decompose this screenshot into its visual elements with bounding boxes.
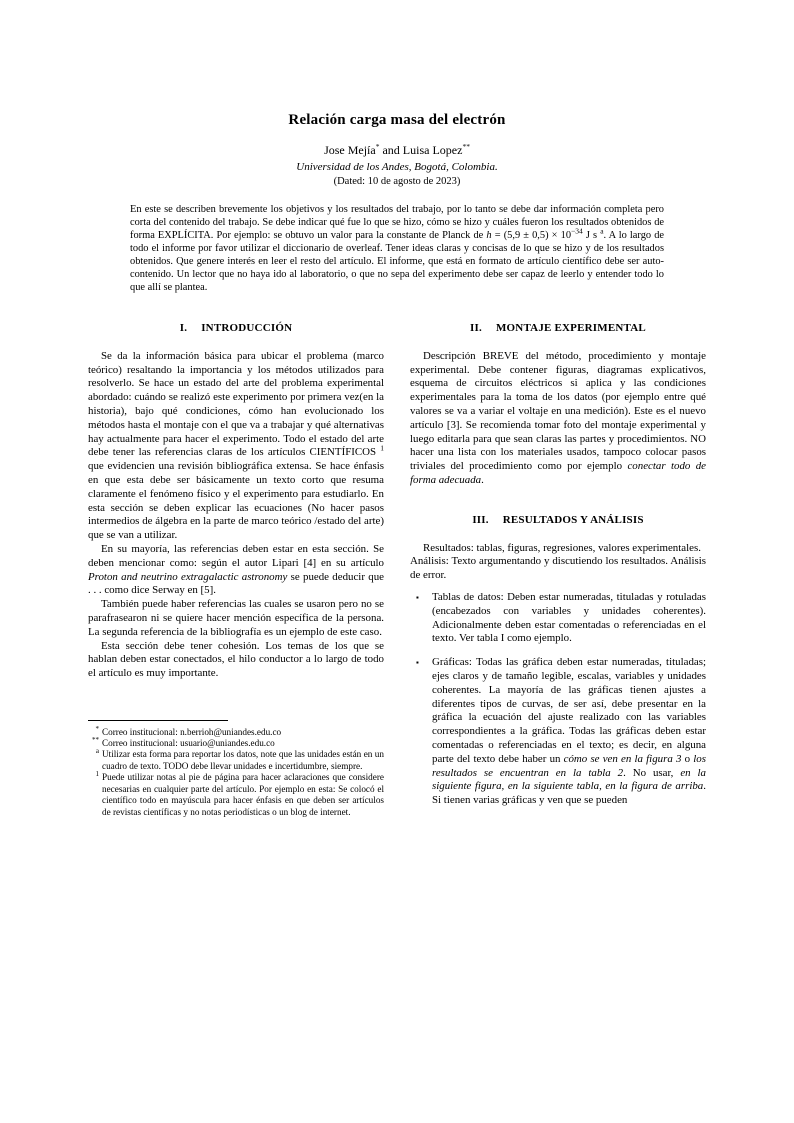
footnote-marker: * [95, 724, 99, 733]
section-heading-introduccion [88, 322, 384, 336]
paragraph: Resultados: tablas, figuras, regresiones, valores experimentales. [423, 541, 701, 554]
affiliation: Universidad de los Andes, Bogotá, Colombia. [296, 161, 498, 173]
section-heading-montaje [410, 322, 706, 336]
paragraph: En su mayoría, las referencias deben estar en esta sección. Se deben mencionar como: según el autor Lipari [4] en su artículo Proton and neutrino extragalactic astronomy se puede deducir que . . . como dice Serway en [5]. [88, 542, 384, 597]
emphasis: en la siguiente figura, en la siguiente tabla, en la figura de arriba [432, 766, 706, 793]
list-item [416, 656, 706, 808]
section-heading-resultados [410, 514, 706, 528]
section-number: III. [472, 513, 489, 526]
section-number: I. [179, 322, 188, 334]
section-title: INTRODUCCIÓN [201, 322, 293, 334]
section-intro-body [88, 350, 384, 681]
list-item-text: Tablas de datos: Deben estar numeradas, tituladas y rotuladas (encabezados con variables y unidades coherentes). Adicionalmente deben estar comentadas o referenciadas en el texto. Ver tabla I como ejemplo. [432, 590, 706, 645]
emphasis: conectar todo de forma adecuada [410, 460, 707, 486]
section-title: RESULTADOS Y ANÁLISIS [502, 513, 644, 526]
footnote-text: Correo institucional: n.berrioh@uniandes.edu.co [102, 726, 282, 737]
bullet-list [416, 591, 706, 808]
emphasis: h [486, 230, 492, 241]
footnote-text: Puede utilizar notas al pie de página para hacer aclaraciones que considere necesarias en cualquier parte del artículo. Por ejemplo en esta: Se colocó el científico todo en mayúscula para hacer énfasis en que deben ser artículos de revistas científicas y no notas periodísticas o un blog de internet. [102, 772, 384, 817]
section-number: II. [470, 322, 482, 334]
footnotes [88, 716, 384, 818]
emphasis: cómo se ven en la figura 3 [563, 752, 682, 765]
paragraph: Descripción BREVE del método, procedimiento y montaje experimental. Debe contener figuras, diagramas explicativos, esquema de circuitos eléctricos si aplica y las condiciones experimentales para la toma de los datos (por ejemplo entre qué valores se va a variar el voltaje en una medición). Este es el nuevo artículo [3]. Se recomienda tomar foto del montaje experimental y luego editarla para que sean claras las partes y procedimientos. NO hacer una lista con los materiales usados, tampoco colocar pasos triviales del procedimiento como por ejemplo conectar todo de forma adecuada. [410, 349, 707, 486]
footnote-rule [88, 720, 228, 721]
list-item [416, 591, 706, 646]
footnote [88, 749, 384, 772]
footnote-list [88, 724, 384, 818]
paragraph: Esta sección debe tener cohesión. Los temas de los que se hablan deben estar conectados, el hilo conductor a lo largo de todo el artículo es muy importante. [88, 639, 384, 680]
abstract: En este se describen brevemente los objetivos y los resultados del trabajo, por lo tanto se debe dar información completa pero corta del contenido del trabajo. Se debe indicar qué fue lo que se hizo, cómo se hizo y cuáles fueron los resultados obtenidos de forma EXPLÍCITA. Por ejemplo: se obtuvo un valor para la constante de Planck de $h = (5,9 \pm 0,5) \times 10^{-34}$ J s $^a$. A lo largo de todo el informe por favor utilizar el diccionario de overleaf. Tener ideas claras y concisas de lo que se hizo y de los resultados obtenidos. Que genere interés en leer el resto del artículo. El informe, que está en formato de artículo científico debe ser auto-contenido. Un lector que no haya ido al laboratorio, o que no sepa del experimento debe ser capaz de leerlo y entender todo lo que allí se plantea. [130, 204, 665, 293]
section-title: MONTAJE EXPERIMENTAL [495, 322, 646, 334]
superscript: * [375, 142, 380, 151]
section-montaje-body [410, 350, 706, 488]
section-resultados-body [410, 542, 706, 583]
date-line: (Dated: 10 de agosto de 2023) [333, 176, 461, 187]
footnote-marker: a [95, 747, 99, 756]
superscript: a [600, 226, 604, 236]
authors-line: Jose Mejía* and Luisa Lopez** [324, 142, 470, 157]
emphasis: los resultados se encuentran en la tabla 2 [432, 752, 706, 779]
paragraph: También puede haber referencias las cuales se usaron pero no se parafrasearon ni se quiere hacer mención específica de la persona. La segunda referencia de la bibliografía es un ejemplo de este caso. [88, 598, 384, 638]
footnote-text: Correo institucional: usuario@uniandes.edu.co [102, 738, 275, 749]
footnote-text: Utilizar esta forma para reportar los datos, note que las unidades están en un cuadro de texto. TODO debe llevar unidades e incertidumbre, siempre. [102, 749, 384, 771]
footnote [88, 772, 384, 818]
paragraph: Análisis: Texto argumentando y discutiendo los resultados. Análisis de error. [410, 555, 706, 582]
footnote-marker: 1 [95, 770, 99, 779]
emphasis: Proton and neutrino extragalactic astronomy [88, 570, 288, 583]
superscript: −34 [571, 226, 583, 236]
superscript: 1 [380, 443, 384, 453]
footnote-marker: ** [92, 736, 99, 744]
column-left [88, 318, 384, 818]
footnote [88, 738, 384, 749]
bullet-icon: ▪ [416, 592, 419, 602]
paragraph: Se da la información básica para ubicar el problema (marco teórico) resaltando la importancia y los métodos utilizados para resolverlo. Se hace un estado del arte del problema experimental abordado: cuándo se realizó este experimento por primera vez(en la historia), bajo qué condiciones, cómo han evolucionado los métodos hasta el montaje con el que va a trabajar y qué alternativas hay actualmente para hacer el experimento. Todo el estado del arte debe tener las referencias claras de los artículos CIENTÍFICOS $^1$ que evidencien una revisión bibliográfica extensa. Se hace énfasis en que esta debe ser básicamente un texto corto que resuma claramente el fenómeno físico y el experimento para estudiarlo. En esta sección se deben explicar las ecuaciones (No hacer pasos intermedios de álgebra en la parte de marco teórico /estado del arte) que se van a utilizar. [88, 349, 384, 542]
superscript: ** [462, 142, 470, 151]
two-column-body [88, 318, 706, 818]
footnote [88, 724, 384, 738]
page-title: Relación carga masa del electrón [288, 112, 506, 128]
bullet-icon: ▪ [416, 658, 419, 668]
list-item-text: Gráficas: Todas las gráfica deben estar numeradas, tituladas; ejes claros y de tamaño legible, escalas, variables y unidades coherentes. La mayoría de las gráficas tienen ajustes a diferentes tipos de curvas, de ser así, debe presentar en la gráfica la ecuación del ajuste realizado con las variables correspondientes a la gráfica. Todas las gráficas deben estar comentadas o referenciadas en el texto; es decir, en alguna parte del texto debe haber un cómo se ven en la figura 3 o los resultados se encuentran en la tabla 2. No usar, en la siguiente figura, en la siguiente tabla, en la figura de arriba. Si tienen varias gráficas y ven que se pueden [432, 656, 706, 807]
column-right [410, 318, 706, 818]
